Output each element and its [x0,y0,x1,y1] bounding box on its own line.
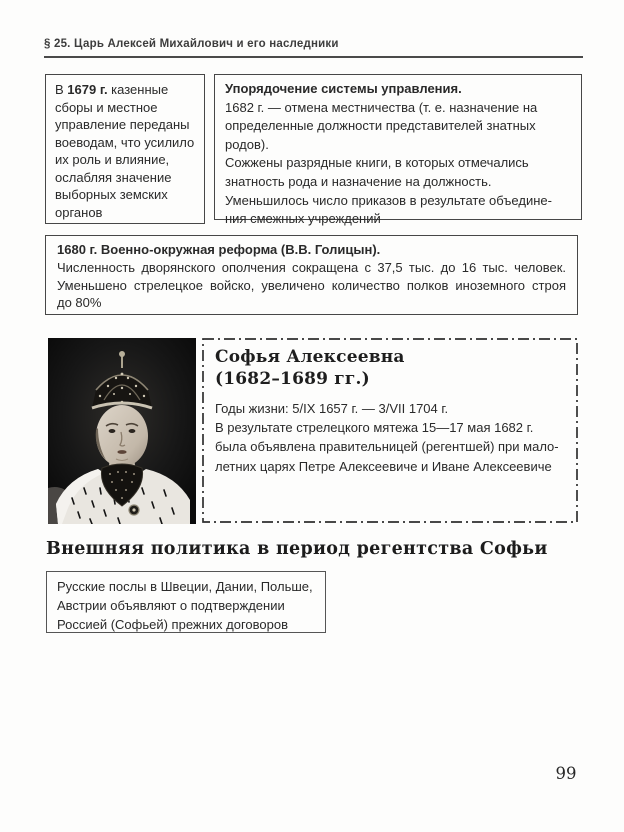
box-1679-line: управление переданы [55,117,190,132]
box-management-line: ния смежных учреждений [225,211,381,227]
sophia-info-line: была объявлена правительницей (регентшей) при мало- [215,439,559,455]
sophia-info-line: В результате стрелецкого мятежа 15—17 мая 1682 г. [215,420,534,436]
sophia-reign-years: (1682–1689 гг.) [215,369,370,389]
box-management-line: 1682 г. — отмена местничества (т. е. назначение на [225,99,538,115]
sophia-info-line: летних царях Петре Алексеевиче и Иване Алексеевиче [215,458,552,474]
foreign-policy-box [46,571,326,633]
header-rule [44,56,583,58]
box-management-line: определенные должности представителей знатных [225,118,536,134]
box-management-line: Уменьшилось число приказов в результате объедине- [225,192,552,208]
sophia-portrait-drawing [48,338,196,524]
foreign-policy-heading: Внешняя политика в период регентства Софьи [46,539,548,559]
sophia-info-box [202,338,578,523]
box-management-title: Упорядочение системы управления. [225,81,462,96]
foreign-policy-line: Россией (Софьей) прежних договоров [57,617,289,632]
sophia-portrait-image [48,338,196,524]
box-military-line: Численность дворянского ополчения сокращена с 37,5 тыс. до 16 тыс. человек. [57,259,566,275]
box-military-line: до 80% [57,295,102,311]
box-military-reform [45,235,578,315]
box-management-line: Сожжены разрядные книги, в которых отмечались [225,155,529,171]
box-1679-line: ослабляя значение [55,169,172,185]
page-header: § 25. Царь Алексей Михайлович и его наследники [44,38,339,50]
box-management-line: родов). [225,136,269,152]
dash-dot-border [202,338,578,523]
box-1679-reform [45,74,205,224]
box-1679-line: В 1679 г. казенные [55,82,169,97]
box-1679-line: их роль и влияние, [55,152,170,167]
foreign-policy-line: Австрии объявляют о подтверждении [57,598,285,613]
box-1679-line: органов [55,204,103,220]
box-management-line: знатность рода и назначение на должность. [225,173,492,189]
box-military-title: 1680 г. Военно-окружная реформа (В.В. Голицын). [57,242,381,257]
sophia-name: Софья Алексеевна [215,347,405,367]
box-1679-line: выборных земских [55,187,168,202]
sophia-info-line: Годы жизни: 5/IX 1657 г. — 3/VII 1704 г. [215,401,449,416]
box-1679-line: воеводам, что усилило [55,134,195,150]
foreign-policy-line: Русские послы в Швеции, Дании, Польше, [57,579,313,594]
page-number: 99 [555,764,577,783]
box-military-line: Уменьшено стрелецкое войско, увеличено количество полков иноземного строя [57,277,566,293]
box-management-system [214,74,582,227]
box-1679-line: сборы и местное [55,99,158,115]
